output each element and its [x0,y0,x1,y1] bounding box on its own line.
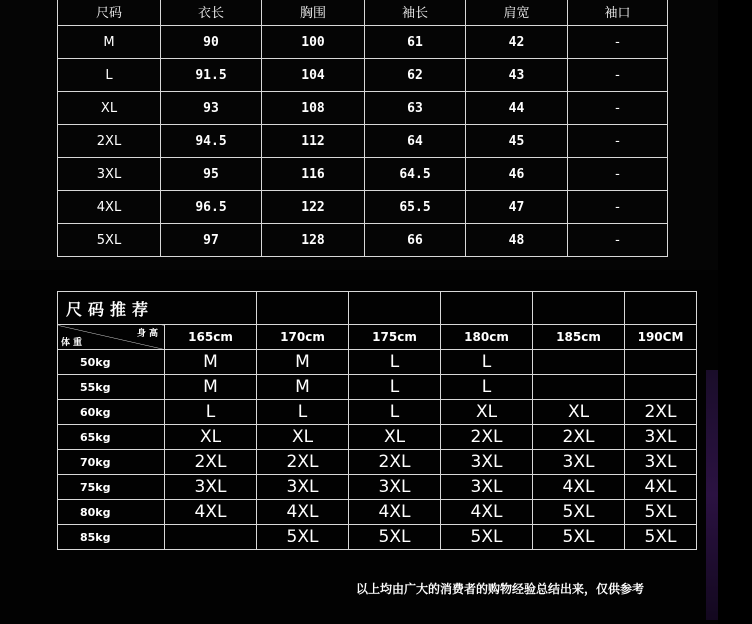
recommended-size-cell: XL [257,425,349,450]
edge-accent-strip [706,370,718,620]
size-table-row-cell: - [568,158,668,191]
recommended-size-cell: XL [165,425,257,450]
recommended-size-cell: 5XL [533,500,625,525]
size-table-header-row-cell: 衣长 [161,0,262,26]
size-table-row-cell: 46 [466,158,568,191]
size-table-row-cell: 104 [262,59,365,92]
recommended-size-cell: 5XL [625,500,697,525]
recommendation-row [58,425,697,450]
size-table-row [58,26,668,59]
size-table-header-row-cell: 袖口 [568,0,668,26]
recommended-size-cell: 5XL [441,525,533,550]
size-table-row-cell: 48 [466,224,568,257]
recommended-size-cell: XL [533,400,625,425]
recommended-size-cell: 2XL [257,450,349,475]
size-table-row-cell: 122 [262,191,365,224]
recommendation-row [58,500,697,525]
recommended-size-cell: M [165,350,257,375]
recommended-size-cell: L [441,350,533,375]
recommended-size-cell: L [165,400,257,425]
height-weight-corner [58,325,165,350]
recommended-size-cell: 2XL [441,425,533,450]
size-table-row-cell: 64.5 [365,158,466,191]
size-table-row-cell: 95 [161,158,262,191]
recommended-size-cell: 2XL [349,450,441,475]
size-table-row-cell: 112 [262,125,365,158]
recommended-size-cell: 2XL [625,400,697,425]
height-column-header: 190CM [625,325,697,350]
recommended-size-cell: 5XL [349,525,441,550]
footnote: 以上均由广大的消费者的购物经验总结出来，仅供参考 [356,582,645,596]
size-table-row-cell: M [58,26,161,59]
recommendation-row [58,525,697,550]
size-table-row-cell: - [568,59,668,92]
recommended-size-cell: 3XL [625,450,697,475]
height-column-header: 175cm [349,325,441,350]
size-table-row-cell: - [568,125,668,158]
recommended-size-cell [533,375,625,400]
size-table-row-cell: 47 [466,191,568,224]
height-column-header: 170cm [257,325,349,350]
weight-row-header: 55kg [58,375,165,400]
size-table-row-cell: 100 [262,26,365,59]
size-table-row-cell: 91.5 [161,59,262,92]
recommended-size-cell: 5XL [625,525,697,550]
size-table-row-cell: - [568,191,668,224]
size-table-row-cell: 42 [466,26,568,59]
size-table-row-cell: 66 [365,224,466,257]
size-table-row-cell: 63 [365,92,466,125]
recommended-size-cell: M [257,350,349,375]
recommended-size-cell: L [349,375,441,400]
recommended-size-cell: 3XL [533,450,625,475]
weight-axis-label: 体重 [61,338,86,348]
recommended-size-cell: 5XL [257,525,349,550]
recommended-size-cell: 4XL [625,475,697,500]
size-chart-table [57,0,668,257]
recommended-size-cell: 2XL [533,425,625,450]
recommended-size-cell: 4XL [349,500,441,525]
size-table-row [58,191,668,224]
recommended-size-cell: 4XL [165,500,257,525]
size-table-row-cell: XL [58,92,161,125]
size-table-row-cell: 128 [262,224,365,257]
recommended-size-cell [165,525,257,550]
size-table-row-cell: 93 [161,92,262,125]
height-column-header: 185cm [533,325,625,350]
height-column-header: 165cm [165,325,257,350]
recommended-size-cell: XL [441,400,533,425]
recommended-size-cell: M [257,375,349,400]
size-table-row [58,158,668,191]
recommended-size-cell: 3XL [349,475,441,500]
size-table-row-cell: 97 [161,224,262,257]
weight-row-header: 80kg [58,500,165,525]
size-table-row-cell: - [568,26,668,59]
size-table-row-cell: 64 [365,125,466,158]
size-table-row-cell: 96.5 [161,191,262,224]
size-table-row-cell: - [568,224,668,257]
recommended-size-cell: 4XL [441,500,533,525]
weight-row-header: 65kg [58,425,165,450]
size-table-header-row [58,0,668,26]
size-table-header-row-cell: 肩宽 [466,0,568,26]
size-table-row-cell: L [58,59,161,92]
recommended-size-cell: 3XL [441,450,533,475]
size-table-header-row-cell: 胸围 [262,0,365,26]
size-table-row-cell: 3XL [58,158,161,191]
weight-row-header: 70kg [58,450,165,475]
recommended-size-cell: 3XL [165,475,257,500]
recommended-size-cell [625,375,697,400]
recommended-size-cell: 3XL [441,475,533,500]
recommended-size-cell: 2XL [165,450,257,475]
recommended-size-cell: 5XL [533,525,625,550]
recommended-size-cell [533,350,625,375]
height-column-header: 180cm [441,325,533,350]
height-header-row [58,325,697,350]
recommendation-row [58,350,697,375]
size-table-row-cell: 2XL [58,125,161,158]
recommended-size-cell: XL [349,425,441,450]
height-axis-label: 身高 [136,329,161,339]
size-table-row [58,59,668,92]
size-table-row-cell: - [568,92,668,125]
size-table-row-cell: 45 [466,125,568,158]
weight-row-header: 85kg [58,525,165,550]
recommendation-row [58,450,697,475]
size-table-row-cell: 4XL [58,191,161,224]
size-recommendation-table [57,291,697,550]
size-table-row-cell: 61 [365,26,466,59]
weight-row-header: 60kg [58,400,165,425]
recommended-size-cell: L [257,400,349,425]
size-table-row [58,92,668,125]
size-table-row-cell: 62 [365,59,466,92]
recommended-size-cell: L [349,350,441,375]
recommended-size-cell: 3XL [625,425,697,450]
size-table-row-cell: 43 [466,59,568,92]
size-table-row-cell: 44 [466,92,568,125]
size-table-row [58,125,668,158]
recommended-size-cell [625,350,697,375]
size-table-header-row-cell: 袖长 [365,0,466,26]
recommended-size-cell: 3XL [257,475,349,500]
size-table-row [58,224,668,257]
weight-row-header: 75kg [58,475,165,500]
size-table-row-cell: 116 [262,158,365,191]
recommended-size-cell: M [165,375,257,400]
size-table-row-cell: 90 [161,26,262,59]
recommendation-title-row [58,292,697,325]
recommendation-row [58,375,697,400]
recommendation-row [58,475,697,500]
recommended-size-cell: L [441,375,533,400]
recommended-size-cell: 4XL [257,500,349,525]
size-table-header-row-cell: 尺码 [58,0,161,26]
recommended-size-cell: L [349,400,441,425]
size-table-row-cell: 65.5 [365,191,466,224]
recommendation-row [58,400,697,425]
weight-row-header: 50kg [58,350,165,375]
recommendation-title: 尺码推荐 [58,292,257,325]
size-table-row-cell: 94.5 [161,125,262,158]
size-table-row-cell: 108 [262,92,365,125]
recommended-size-cell: 4XL [533,475,625,500]
size-table-row-cell: 5XL [58,224,161,257]
